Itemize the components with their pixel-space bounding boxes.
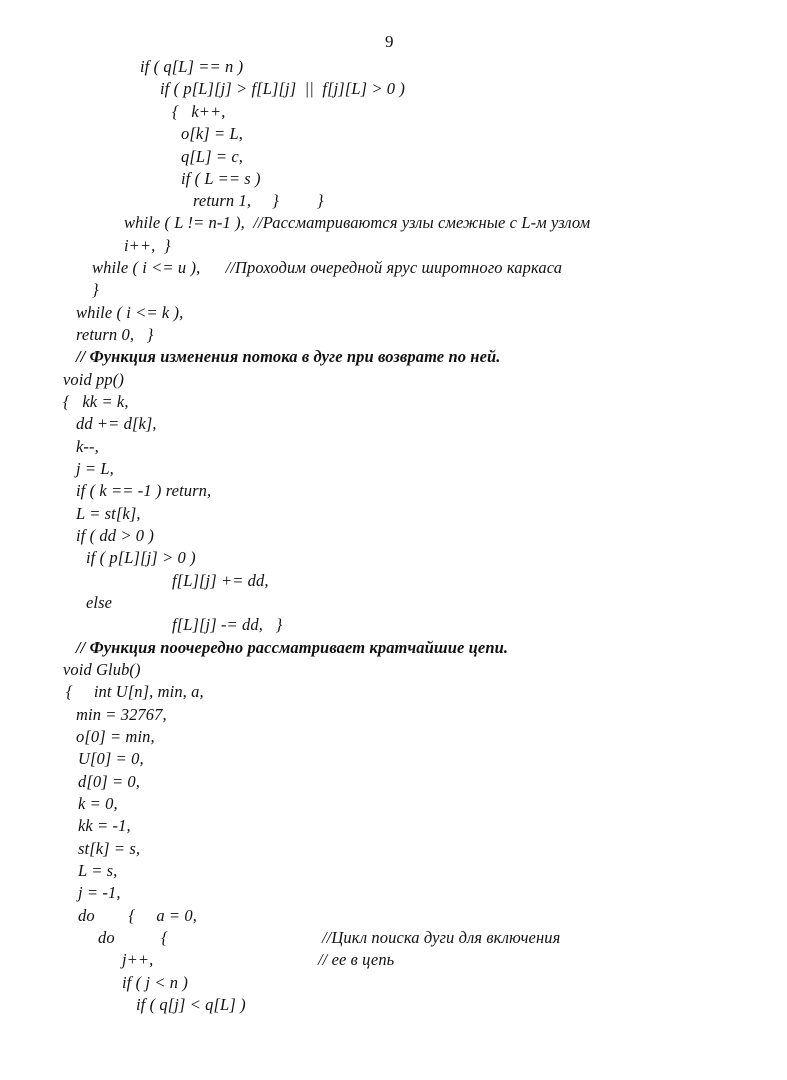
code-line: j = -1,	[78, 883, 121, 902]
code-line: j++,	[122, 950, 154, 969]
page-number: 9	[385, 32, 394, 51]
code-line: while ( i <= u ), //Проходим очередной ярус широтного каркаса	[92, 258, 563, 277]
code-line: if ( p[L][j] > 0 )	[86, 548, 196, 567]
code-line: if ( q[j] < q[L] )	[136, 995, 246, 1014]
code-line: while ( L != n-1 ), //Рассматриваются узлы смежные с L-м узлом	[124, 213, 591, 232]
code-line: st[k] = s,	[78, 839, 141, 858]
code-line: f[L][j] += dd,	[172, 571, 269, 590]
code-line: { kk = k,	[63, 392, 129, 411]
code-line: min = 32767,	[76, 705, 167, 724]
code-comment: //Цикл поиска дуги для включения	[322, 928, 561, 947]
code-line: kk = -1,	[78, 816, 131, 835]
code-line: do { a = 0,	[78, 906, 197, 925]
code-line: f[L][j] -= dd, }	[172, 615, 283, 634]
code-line: if ( dd > 0 )	[76, 526, 154, 545]
code-line: U[0] = 0,	[78, 749, 144, 768]
code-line: else	[86, 593, 113, 612]
code-line: dd += d[k],	[76, 414, 157, 433]
code-line: o[0] = min,	[76, 727, 155, 746]
code-comment-heading: // Функция изменения потока в дуге при возврате по ней.	[76, 347, 501, 366]
code-line: { int U[n], min, a,	[66, 682, 204, 701]
code-line: do {	[98, 928, 168, 947]
code-line: q[L] = c,	[181, 147, 244, 166]
code-line: if ( p[L][j] > f[L][j] || f[j][L] > 0 )	[160, 79, 405, 98]
code-line: void Glub()	[63, 660, 141, 679]
code-line: if ( j < n )	[122, 973, 188, 992]
code-line: L = s,	[78, 861, 118, 880]
code-line: k--,	[76, 437, 99, 456]
code-line: return 1, } }	[193, 191, 324, 210]
code-comment-heading: // Функция поочередно рассматривает кратчайшие цепи.	[76, 638, 509, 657]
code-line: }	[92, 280, 99, 299]
code-line: j = L,	[76, 459, 114, 478]
code-line: while ( i <= k ),	[76, 303, 184, 322]
code-line: void pp()	[63, 370, 124, 389]
code-line: if ( k == -1 ) return,	[76, 481, 212, 500]
code-line: if ( q[L] == n )	[140, 57, 244, 76]
code-line: d[0] = 0,	[78, 772, 141, 791]
code-comment: // ее в цепь	[318, 950, 395, 969]
code-line: if ( L == s )	[181, 169, 261, 188]
code-line: L = st[k],	[76, 504, 141, 523]
code-line: k = 0,	[78, 794, 118, 813]
code-line: { k++,	[172, 102, 226, 121]
code-line: o[k] = L,	[181, 124, 244, 143]
code-line: return 0, }	[76, 325, 154, 344]
code-line: i++, }	[124, 236, 171, 255]
